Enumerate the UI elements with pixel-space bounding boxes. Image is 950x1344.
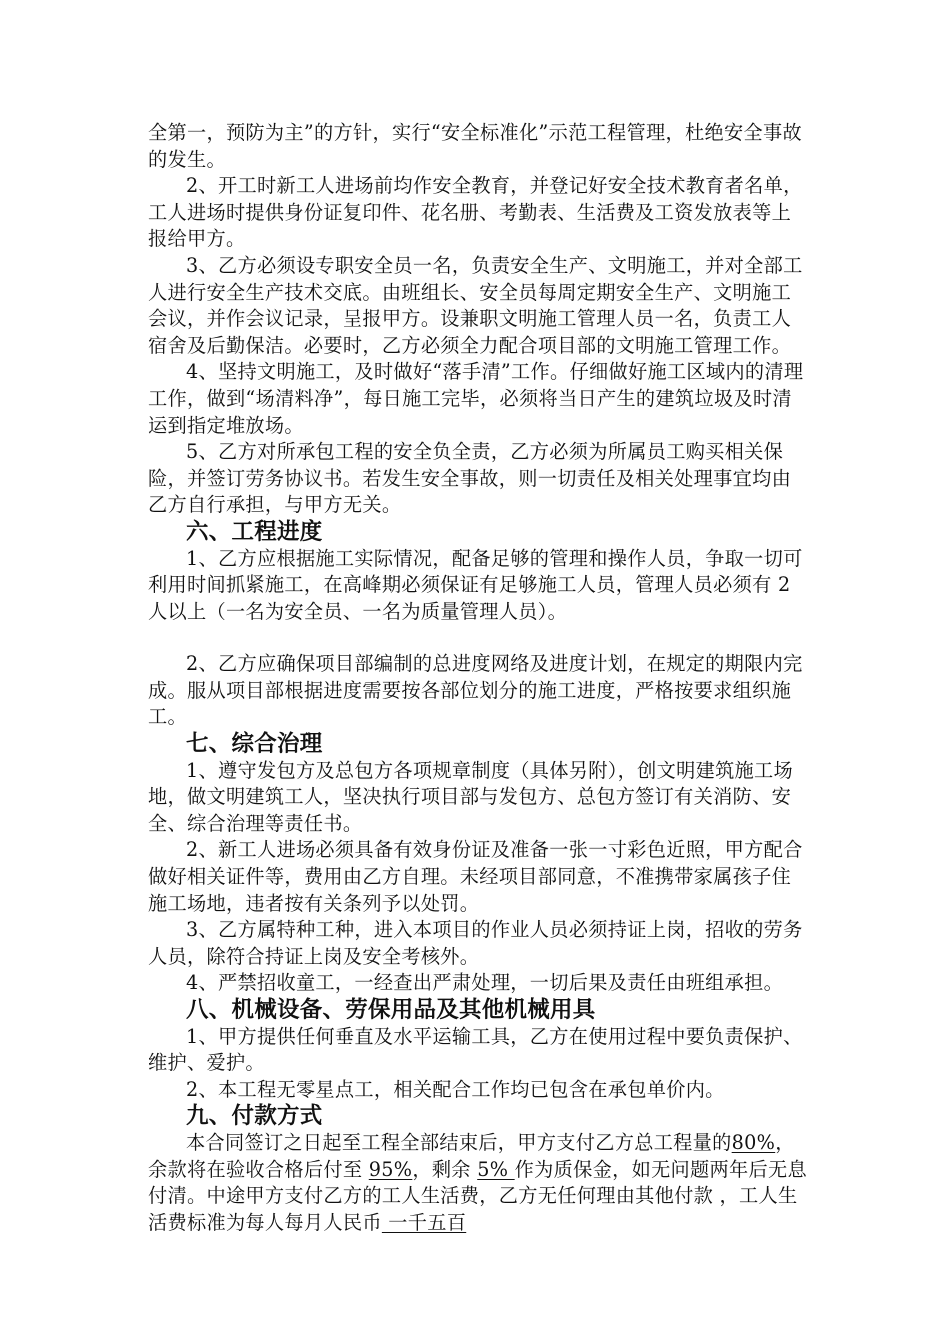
paragraph-9-1	[148, 1130, 808, 1236]
payment-text-c: ，剩余	[412, 1157, 478, 1181]
living-allowance-amount: 一千五百	[381, 1210, 467, 1234]
paragraph-7-4: 4、严禁招收童工，一经查出严肃处理，一切后果及责任由班组承担。	[186, 971, 784, 995]
paragraph-8-2: 2、本工程无零星点工，相关配合工作均已包含在承包单价内。	[186, 1077, 725, 1101]
paragraph-5-5: 5、乙方对所承包工程的安全负全责，乙方必须为所属员工购买相关保险，并签订劳务协议书。若发生安全事故，则一切责任及相关处理事宜均由乙方自行承担，与甲方无关。	[148, 440, 792, 517]
payment-percent-80: 80%	[731, 1130, 776, 1154]
section-heading-6: 六、工程进度	[186, 518, 323, 545]
paragraph-5-4: 4、坚持文明施工，及时做好“落手清”工作。仔细做好施工区域内的清理工作，做到“场清料净”，每日施工完毕，必须将当日产生的建筑垃圾及时清运到指定堆放场。	[148, 360, 804, 437]
paragraph-5-0: 全第一，预防为主”的方针，实行“安全标准化”示范工程管理，杜绝安全事故的发生。	[148, 121, 802, 171]
section-heading-7: 七、综合治理	[186, 731, 323, 758]
section-heading-8: 八、机械设备、劳保用品及其他机械用具	[186, 997, 596, 1023]
payment-text-b: ，余款将在验收合格后付至	[148, 1130, 795, 1181]
retention-percent-5: 5%	[477, 1157, 515, 1181]
payment-text-a: 本合同签订之日起至工程全部结束后，甲方支付乙方总工程量的	[186, 1130, 732, 1154]
paragraph-6-2: 2、乙方应确保项目部编制的总进度网络及进度计划，在规定的期限内完成。服从项目部根据进度需要按各部位划分的施工进度，严格按要求组织施工。	[148, 652, 803, 729]
paragraph-7-1: 1、遵守发包方及总包方各项规章制度（具体另附），创文明建筑施工场地，做文明建筑工人，坚决执行项目部与发包方、总包方签订有关消防、安全、综合治理等责任书。	[148, 758, 794, 835]
paragraph-5-2: 2、开工时新工人进场前均作安全教育，并登记好安全技术教育者名单，工人进场时提供身份证复印件、花名册、考勤表、生活费及工资发放表等上报给甲方。	[148, 174, 803, 251]
section-heading-9: 九、付款方式	[186, 1103, 323, 1130]
paragraph-5-3: 3、乙方必须设专职安全员一名，负责安全生产、文明施工，并对全部工人进行安全生产技术交底。由班组长、安全员每周定期安全生产、文明施工会议，并作会议记录，呈报甲方。设兼职文明施工管理人员一名，负责工人宿舍及后勤保洁。必要时，乙方必须全力配合项目部的文明施工管理工作。	[148, 253, 803, 357]
paragraph-6-1: 1、乙方应根据施工实际情况，配备足够的管理和操作人员，争取一切可利用时间抓紧施工，在高峰期必须保证有足够施工人员，管理人员必须有 2 人以上（一名为安全员、一名为质量管理人员）。	[148, 546, 803, 623]
payment-text-d: 作为质保金，如无问题两年后无息付清。中途甲方支付乙方的工人生活费，乙方无任何理由其他付款 ，工人生活费标准为每人每月人民币	[148, 1157, 807, 1234]
payment-percent-95: 95%	[368, 1157, 413, 1181]
contract-body	[148, 120, 808, 1236]
blank-line	[148, 625, 808, 651]
paragraph-7-2: 2、新工人进场必须具备有效身份证及准备一张一寸彩色近照，甲方配合做好相关证件等，费用由乙方自理。未经项目部同意，不准携带家属孩子住施工场地，违者按有关条列予以处罚。	[148, 838, 803, 915]
paragraph-8-1: 1、甲方提供任何垂直及水平运输工具，乙方在使用过程中要负责保护、维护、爱护。	[148, 1024, 803, 1075]
paragraph-7-3: 3、乙方属特种工种，进入本项目的作业人员必须持证上岗，招收的劳务人员，除符合持证上岗及安全考核外。	[148, 918, 803, 968]
